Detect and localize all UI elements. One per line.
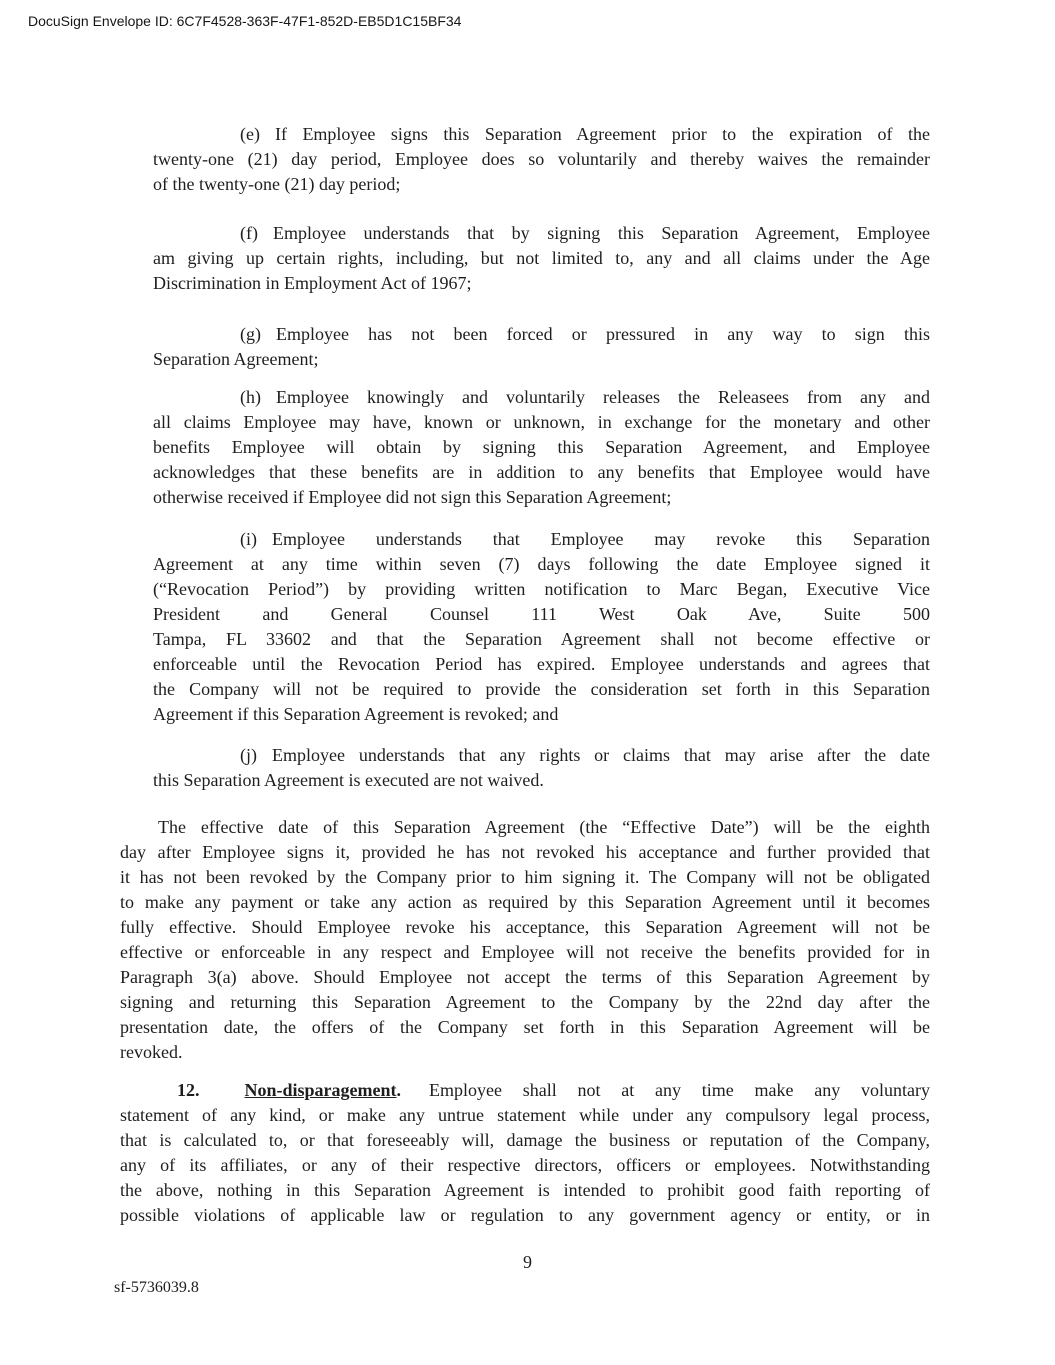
paragraph-f (153, 221, 930, 296)
paragraph-i (153, 527, 930, 727)
document-id-footer: sf-5736039.8 (114, 1279, 199, 1296)
paragraph-letter-label: (g) (240, 324, 261, 344)
text-line (120, 815, 930, 840)
paragraph-first-line-text: The effective date of this Separation Agreement (the “Effective Date”) will be the eighth (158, 817, 930, 837)
tab-gap (401, 1095, 429, 1096)
text-line (153, 385, 930, 410)
text-line: Agreement if this Separation Agreement is revoked; and (153, 704, 559, 724)
paragraph-letter-label: (h) (240, 387, 261, 407)
text-line: this Separation Agreement is executed are not waived. (153, 770, 544, 790)
tab-gap (258, 238, 273, 239)
tab-gap (153, 402, 240, 403)
paragraph-e (153, 122, 930, 197)
text-line: statement of any kind, or make any untrue statement while under any compulsory legal process, (120, 1105, 930, 1125)
text-line: twenty-one (21) day period, Employee does so voluntarily and thereby waives the remainder (153, 149, 930, 169)
text-line: all claims Employee may have, known or unknown, in exchange for the monetary and other (153, 412, 930, 432)
section-heading: Non-disparagement (244, 1080, 397, 1100)
tab-gap (260, 139, 275, 140)
paragraph-first-line-text: Employee understands that by signing this Separation Agreement, Employee (272, 223, 930, 243)
paragraph-letter-label: (e) (240, 124, 260, 144)
text-line: day after Employee signs it, provided he has not revoked his acceptance and further provided that (120, 842, 930, 862)
text-line: benefits Employee will obtain by signing this Separation Agreement, and Employee (153, 437, 930, 457)
tab-gap (153, 760, 240, 761)
paragraph-letter-label: (f) (240, 223, 258, 243)
text-line: the above, nothing in this Separation Agreement is intended to prohibit good faith reporting of (120, 1180, 930, 1200)
page-number: 9 (523, 1252, 532, 1272)
text-line: Agreement at any time within seven (7) days following the date Employee signed it (153, 554, 930, 574)
text-line: Tampa, FL 33602 and that the Separation Agreement shall not become effective or (153, 629, 930, 649)
paragraph-g (153, 322, 930, 372)
text-line: otherwise received if Employee did not sign this Separation Agreement; (153, 487, 672, 507)
text-line (153, 322, 930, 347)
text-line: Separation Agreement; (153, 349, 319, 369)
paragraph-letter-label: (i) (240, 529, 257, 549)
text-line: the Company will not be required to provide the consideration set forth in this Separation (153, 679, 930, 699)
paragraph-first-line-text: If Employee signs this Separation Agreement prior to the expiration of the (274, 124, 930, 144)
text-line: fully effective. Should Employee revoke his acceptance, this Separation Agreement will not be (120, 917, 930, 937)
tab-gap (120, 1095, 177, 1096)
paragraph-first-line-text: Employee understands that any rights or claims that may arise after the date (272, 745, 930, 765)
text-line: possible violations of applicable law or regulation to any government agency or entity, or in (120, 1205, 930, 1225)
paragraph-letter-label: (j) (240, 745, 257, 765)
text-line: it has not been revoked by the Company prior to him signing it. The Company will not be obligated (120, 867, 930, 887)
section-heading-period: . (396, 1080, 401, 1100)
tab-gap (153, 339, 240, 340)
text-line: signing and returning this Separation Agreement to the Company by the 22nd day after the (120, 992, 930, 1012)
text-line: of the twenty-one (21) day period; (153, 174, 401, 194)
paragraph-j (153, 743, 930, 793)
tab-gap (153, 139, 240, 140)
tab-gap (153, 238, 240, 239)
text-line: enforceable until the Revocation Period has expired. Employee understands and agrees that (153, 654, 930, 674)
tab-gap (200, 1095, 245, 1096)
text-line (153, 221, 930, 246)
paragraph-first-line-text: Employee shall not at any time make any voluntary (429, 1080, 930, 1100)
text-line (153, 122, 930, 147)
paragraph-first-line-text: Employee has not been forced or pressured in any way to sign this (276, 324, 930, 344)
text-line (153, 743, 930, 768)
tab-gap (261, 402, 276, 403)
text-line: acknowledges that these benefits are in addition to any benefits that Employee would have (153, 462, 930, 482)
text-line: revoked. (120, 1042, 183, 1062)
tab-gap (257, 760, 272, 761)
text-line (120, 1078, 930, 1103)
paragraph-first-line-text: Employee understands that Employee may revoke this Separation (272, 529, 930, 549)
paragraph-h (153, 385, 930, 510)
tab-gap (153, 544, 240, 545)
tab-gap (257, 544, 272, 545)
body-paragraph (120, 815, 930, 1065)
section-paragraph-12 (120, 1078, 930, 1228)
text-line: presentation date, the offers of the Company set forth in this Separation Agreement will be (120, 1017, 930, 1037)
tab-gap (261, 339, 276, 340)
text-line: any of its affiliates, or any of their respective directors, officers or employees. Notwithstanding (120, 1155, 930, 1175)
text-line: President and General Counsel 111 West Oak Ave, Suite 500 (153, 604, 930, 624)
text-line: Discrimination in Employment Act of 1967; (153, 273, 472, 293)
text-line: Paragraph 3(a) above. Should Employee not accept the terms of this Separation Agreement by (120, 967, 930, 987)
text-line: am giving up certain rights, including, but not limited to, any and all claims under the Age (153, 248, 930, 268)
text-line: to make any payment or take any action as required by this Separation Agreement until it becomes (120, 892, 930, 912)
tab-gap (120, 832, 158, 833)
paragraph-first-line-text: Employee knowingly and voluntarily releases the Releasees from any and (276, 387, 930, 407)
text-line (153, 527, 930, 552)
section-number: 12. (177, 1080, 200, 1100)
text-line: effective or enforceable in any respect and Employee will not receive the benefits provided for in (120, 942, 930, 962)
text-line: (“Revocation Period”) by providing written notification to Marc Began, Executive Vice (153, 579, 930, 599)
text-line: that is calculated to, or that foreseeably will, damage the business or reputation of the Company, (120, 1130, 930, 1150)
docusign-envelope-id: DocuSign Envelope ID: 6C7F4528-363F-47F1-852D-EB5D1C15BF34 (28, 13, 462, 29)
